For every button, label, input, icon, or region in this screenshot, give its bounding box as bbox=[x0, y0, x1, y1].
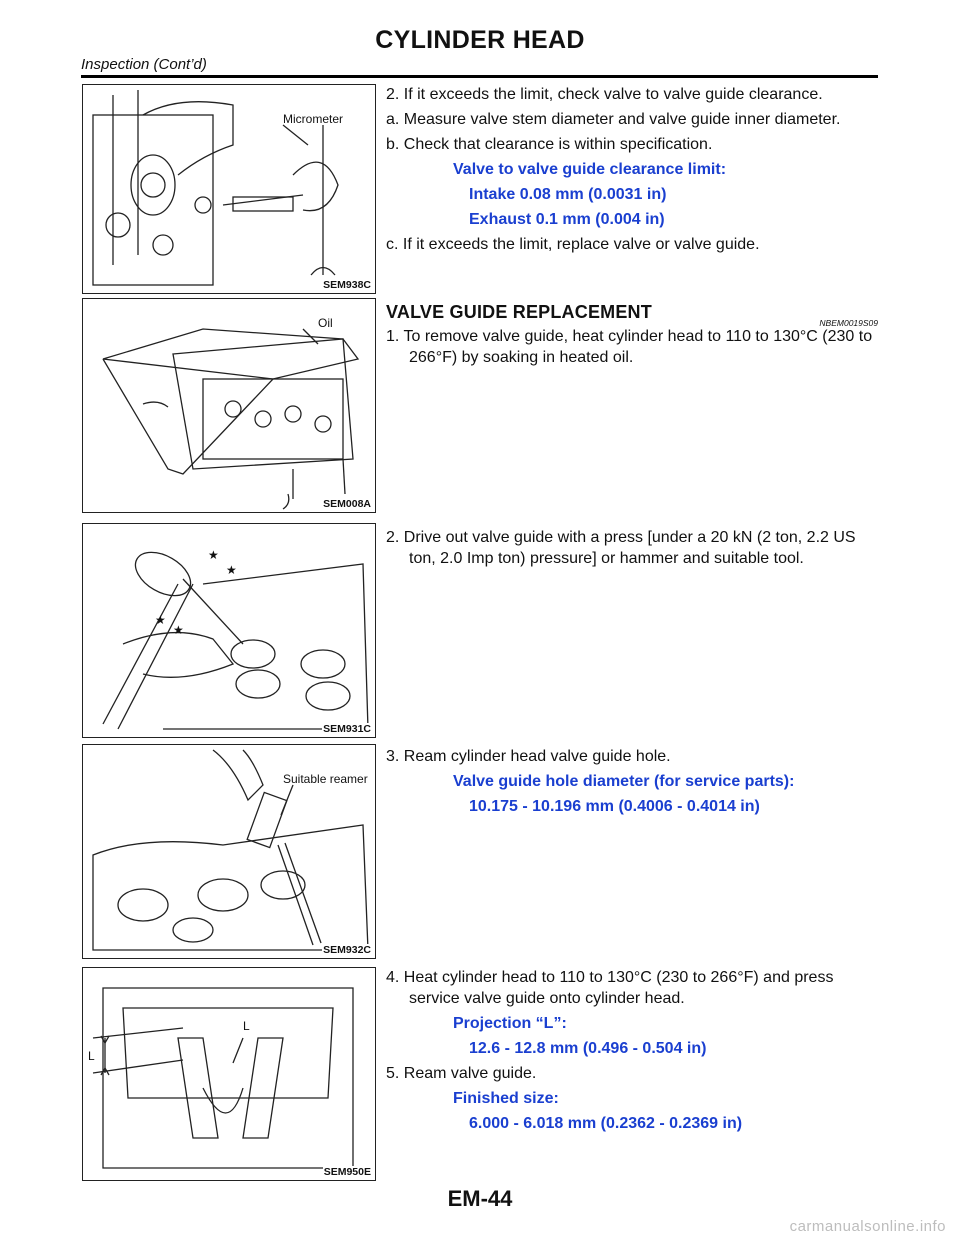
text-block-drive-out bbox=[386, 527, 882, 573]
text-block-ream-hole bbox=[386, 746, 882, 821]
header-rule bbox=[81, 75, 878, 78]
figure-caption-sem938c: SEM938C bbox=[323, 279, 371, 291]
figure-caption-sem931c: SEM931C bbox=[323, 723, 371, 735]
figure-oil-bath bbox=[82, 298, 376, 513]
figure-caption-sem008a: SEM008A bbox=[323, 498, 371, 510]
step-3-text: 3. Ream cylinder head valve guide hole. bbox=[386, 748, 671, 765]
step-c-text: c. If it exceeds the limit, replace valve or valve guide. bbox=[386, 236, 760, 253]
spec-value-projection: 12.6 - 12.8 mm (0.496 - 0.504 in) bbox=[469, 1040, 707, 1057]
spec-value-intake: Intake 0.08 mm (0.0031 in) bbox=[469, 186, 667, 203]
figure-hammer bbox=[82, 523, 376, 738]
star-mark-icon: ★ bbox=[226, 563, 237, 577]
page-number: EM-44 bbox=[447, 1186, 513, 1211]
spec-title-projection: Projection “L”: bbox=[453, 1015, 567, 1032]
text-block-replacement bbox=[386, 302, 882, 372]
spec-value-finished-size: 6.000 - 6.018 mm (0.2362 - 0.2369 in) bbox=[469, 1115, 743, 1132]
star-mark-icon: ★ bbox=[155, 613, 166, 627]
step-a-text: a. Measure valve stem diameter and valve guide inner diameter. bbox=[386, 111, 841, 128]
step-2-text: 2. If it exceeds the limit, check valve to valve guide clearance. bbox=[386, 86, 823, 103]
oil-label: Oil bbox=[318, 316, 333, 330]
page-title: CYLINDER HEAD bbox=[375, 26, 585, 54]
step-b-text: b. Check that clearance is within specification. bbox=[386, 136, 713, 153]
page-subtitle: Inspection (Cont’d) bbox=[81, 56, 207, 73]
step-1-text: 1. To remove valve guide, heat cylinder head to 110 to 130°C (230 to 266°F) by soaking in heated oil. bbox=[386, 328, 873, 366]
figure-oil-bath-drawing bbox=[83, 299, 375, 512]
micrometer-label: Micrometer bbox=[283, 112, 344, 126]
step-2-drive-text: 2. Drive out valve guide with a press [under a 20 kN (2 ton, 2.2 US ton, 2.0 Imp ton) pressure] or hammer and suitable tool. bbox=[386, 529, 856, 567]
figure-micrometer bbox=[82, 84, 376, 294]
figure-reamer-drawing bbox=[83, 745, 375, 958]
step-5-text: 5. Ream valve guide. bbox=[386, 1065, 537, 1082]
projection-l-label: L bbox=[243, 1019, 250, 1033]
spec-title-hole-diameter: Valve guide hole diameter (for service parts): bbox=[453, 773, 795, 790]
section-heading: VALVE GUIDE REPLACEMENT bbox=[386, 302, 652, 322]
figure-reamer bbox=[82, 744, 376, 959]
spec-title-finished-size: Finished size: bbox=[453, 1090, 559, 1107]
suitable-reamer-label: Suitable reamer bbox=[283, 772, 368, 786]
step-4-text: 4. Heat cylinder head to 110 to 130°C (230 to 266°F) and press service valve guide onto cylinder head. bbox=[386, 969, 834, 1007]
figure-micrometer-drawing bbox=[83, 85, 375, 293]
figure-projection bbox=[82, 967, 376, 1181]
spec-title-clearance: Valve to valve guide clearance limit: bbox=[453, 161, 727, 178]
figure-projection-drawing bbox=[83, 968, 375, 1180]
figure-caption-sem950e: SEM950E bbox=[323, 1166, 371, 1178]
figure-caption-sem932c: SEM932C bbox=[323, 944, 371, 956]
spec-value-hole-diameter: 10.175 - 10.196 mm (0.4006 - 0.4014 in) bbox=[469, 798, 760, 815]
star-mark-icon: ★ bbox=[208, 548, 219, 562]
watermark: carmanualsonline.info bbox=[789, 1218, 946, 1235]
section-code: NBEM0019S09 bbox=[819, 318, 878, 328]
text-block-clearance bbox=[386, 84, 882, 259]
star-mark-icon: ★ bbox=[173, 623, 184, 637]
spec-value-exhaust: Exhaust 0.1 mm (0.004 in) bbox=[469, 211, 665, 228]
text-block-press-guide bbox=[386, 967, 882, 1138]
projection-l-label: L bbox=[88, 1049, 95, 1063]
figure-hammer-drawing bbox=[83, 524, 375, 737]
